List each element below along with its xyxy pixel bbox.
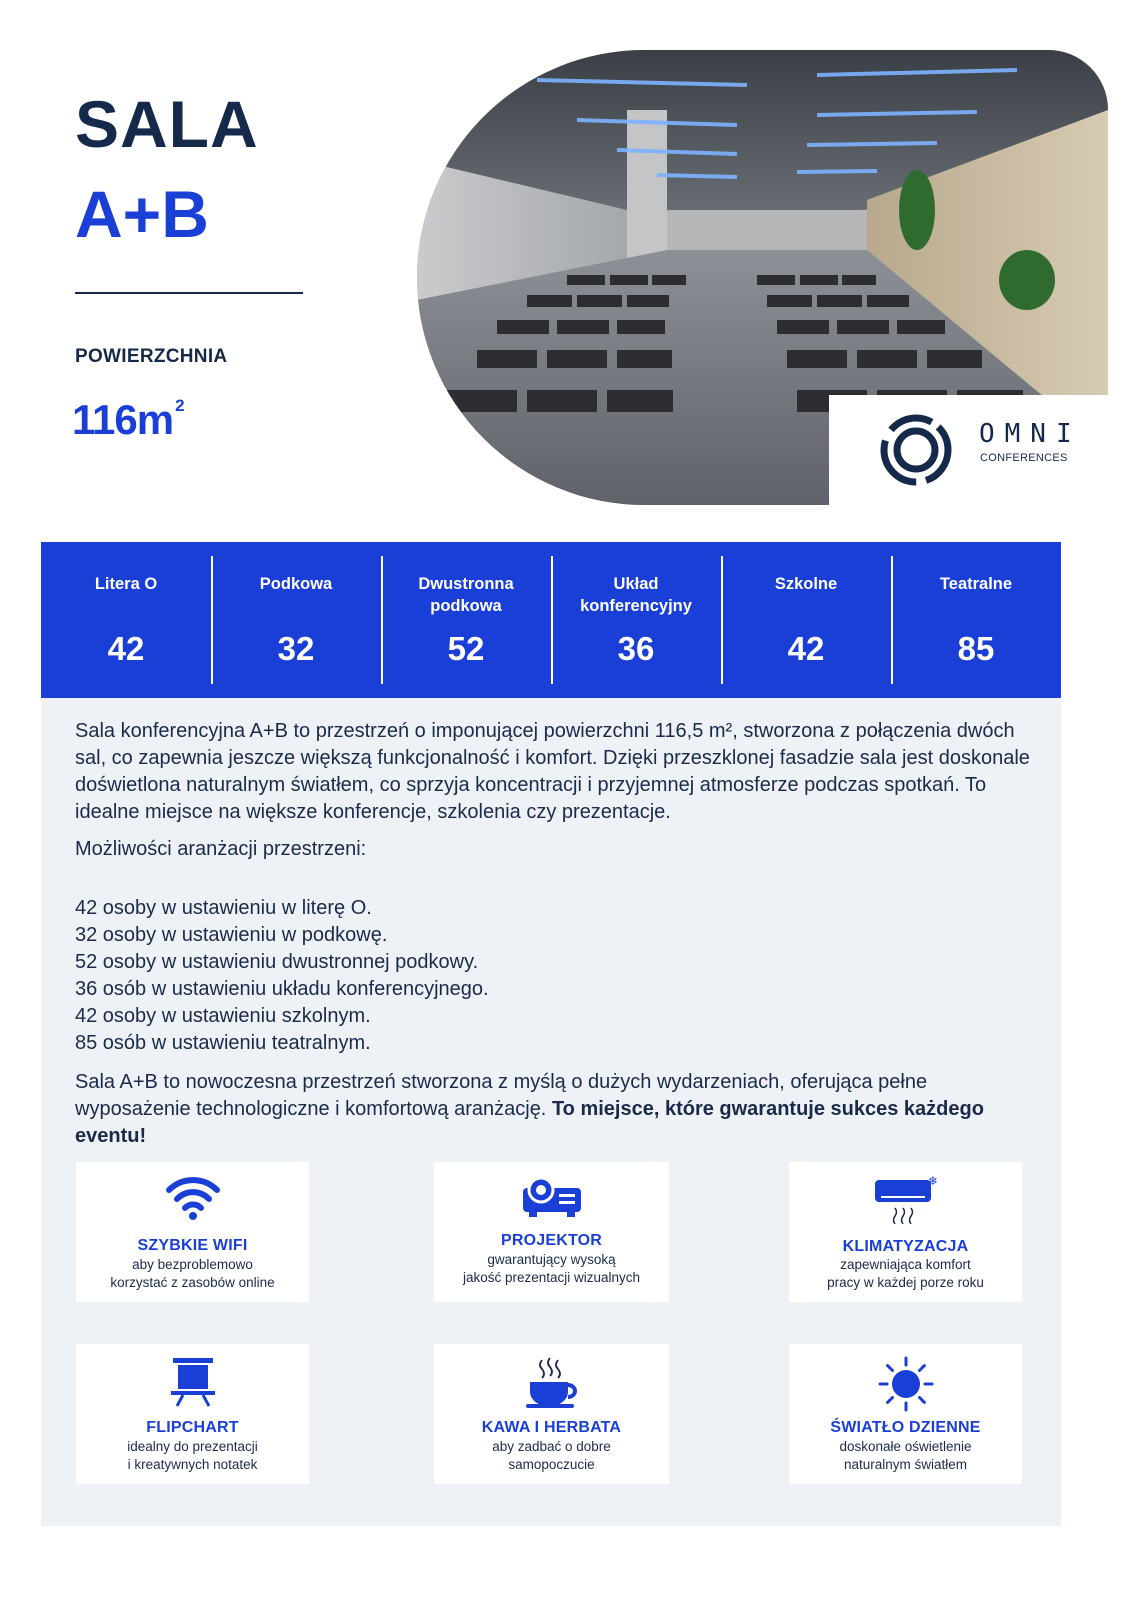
capacity-label: Układ konferencyjny — [580, 575, 692, 615]
feature-description — [799, 1256, 1012, 1292]
area-number: 116m — [72, 396, 174, 443]
feature-desc-line: korzystać z zasobów online — [110, 1275, 275, 1290]
capacity-table — [41, 542, 1061, 698]
feature-title: KLIMATYZACJA — [842, 1238, 969, 1255]
feature-desc-line: doskonałe oświetlenie — [839, 1439, 972, 1454]
capacity-label: Dwustronna podkowa — [418, 575, 514, 615]
capacity-value: 36 — [617, 630, 655, 667]
feature-desc-line: samopoczucie — [508, 1457, 595, 1472]
list-item: 36 osób w ustawieniu układu konferencyjnego. — [75, 978, 489, 1000]
wifi-icon — [165, 1174, 221, 1222]
feature-desc-line: idealny do prezentacji — [127, 1439, 258, 1454]
feature-title: ŚWIATŁO DZIENNE — [830, 1419, 981, 1436]
logo-name: OMNI — [979, 419, 1082, 449]
coffee-cup-icon — [524, 1356, 580, 1410]
sun-icon — [878, 1356, 934, 1412]
capacity-value: 42 — [107, 630, 145, 667]
feature-description — [444, 1251, 659, 1287]
outro-text: Sala A+B to nowoczesna przestrzeń stworzona z myślą o dużych wydarzeniach, oferująca pełne wyposażenie technologiczne i komfortową aranżację. — [75, 1071, 928, 1120]
feature-description — [86, 1438, 299, 1474]
title-divider — [75, 292, 303, 294]
feature-card-daylight — [789, 1344, 1022, 1484]
feature-desc-line: i kreatywnych notatek — [127, 1457, 258, 1472]
description — [75, 718, 1035, 1160]
logo-subtitle: CONFERENCES — [980, 452, 1068, 464]
feature-card-projector — [434, 1162, 669, 1302]
feature-desc-line: zapewniająca komfort — [840, 1257, 971, 1272]
capacity-label: Litera O — [94, 575, 158, 593]
capacity-item — [41, 556, 211, 684]
area-unit-superscript: 2 — [175, 396, 184, 415]
feature-desc-line: gwarantujący wysoką — [487, 1252, 616, 1267]
omni-ring-icon — [879, 413, 953, 487]
feature-title: FLIPCHART — [146, 1419, 239, 1436]
feature-card-wifi — [76, 1162, 309, 1302]
feature-description — [799, 1438, 1012, 1474]
description-outro — [75, 1069, 1035, 1150]
room-title-prefix: SALA — [75, 87, 259, 161]
feature-title: SZYBKIE WIFI — [137, 1237, 248, 1254]
features-grid — [76, 1162, 1023, 1486]
arrangements-heading: Możliwości aranżacji przestrzeni: — [75, 838, 367, 860]
capacity-value: 85 — [957, 630, 995, 667]
feature-desc-line: jakość prezentacji wizualnych — [462, 1270, 641, 1285]
list-item: 42 osoby w ustawieniu w literę O. — [75, 897, 372, 919]
capacity-label: Szkolne — [774, 575, 838, 593]
feature-card-flipchart — [76, 1344, 309, 1484]
feature-desc-line: aby bezproblemowo — [132, 1257, 253, 1272]
omni-logo — [829, 395, 1108, 505]
flipchart-icon — [169, 1356, 217, 1408]
list-item: 32 osoby w ustawieniu w podkowę. — [75, 924, 388, 946]
feature-card-coffee-tea — [434, 1344, 669, 1484]
capacity-label: Podkowa — [259, 575, 333, 593]
feature-card-air-conditioning — [789, 1162, 1022, 1302]
capacity-value: 42 — [787, 630, 825, 667]
content-panel — [41, 698, 1061, 1526]
capacity-item — [381, 556, 551, 684]
description-intro: Sala konferencyjna A+B to przestrzeń o imponującej powierzchni 116,5 m², stworzona z połączenia dwóch sal, co zapewnia jeszcze większą funkcjonalność i komfort. Dzięki przeszklonej fasadzie sala jest doskonale doświetlona naturalnym światłem, co sprzyja koncentracji i przyjemnej atmosferze podczas spotkań. To idealne miejsce na większe konferencje, szkolenia czy prezentacje. — [75, 720, 1030, 823]
air-conditioner-icon — [873, 1174, 939, 1224]
room-title-name: A+B — [75, 177, 209, 251]
feature-desc-line: naturalnym światłem — [843, 1457, 968, 1472]
feature-desc-line: aby zadbać o dobre — [492, 1439, 611, 1454]
feature-title: KAWA I HERBATA — [481, 1419, 622, 1436]
area-value — [72, 396, 184, 444]
area-label: POWIERZCHNIA — [75, 346, 228, 367]
capacity-item — [891, 556, 1061, 684]
feature-title: PROJEKTOR — [500, 1232, 603, 1249]
feature-desc-line: pracy w każdej porze roku — [827, 1275, 984, 1290]
capacity-item — [211, 556, 381, 684]
capacity-item — [551, 556, 721, 684]
capacity-label: Teatralne — [939, 575, 1013, 593]
capacity-value: 32 — [277, 630, 315, 667]
capacity-value: 52 — [447, 630, 485, 667]
projector-icon — [521, 1174, 583, 1224]
list-item: 85 osób w ustawieniu teatralnym. — [75, 1032, 371, 1054]
capacity-item — [721, 556, 891, 684]
list-item: 42 osoby w ustawieniu szkolnym. — [75, 1005, 371, 1027]
arrangements-list — [75, 895, 1035, 1057]
header — [0, 0, 1134, 540]
feature-description — [86, 1256, 299, 1292]
svg-text:❄: ❄ — [927, 1174, 938, 1188]
outro-emphasis: To miejsce, które gwarantuje sukces każdego eventu! — [75, 1098, 984, 1147]
list-item: 52 osoby w ustawieniu dwustronnej podkowy. — [75, 951, 479, 973]
feature-description — [444, 1438, 659, 1474]
